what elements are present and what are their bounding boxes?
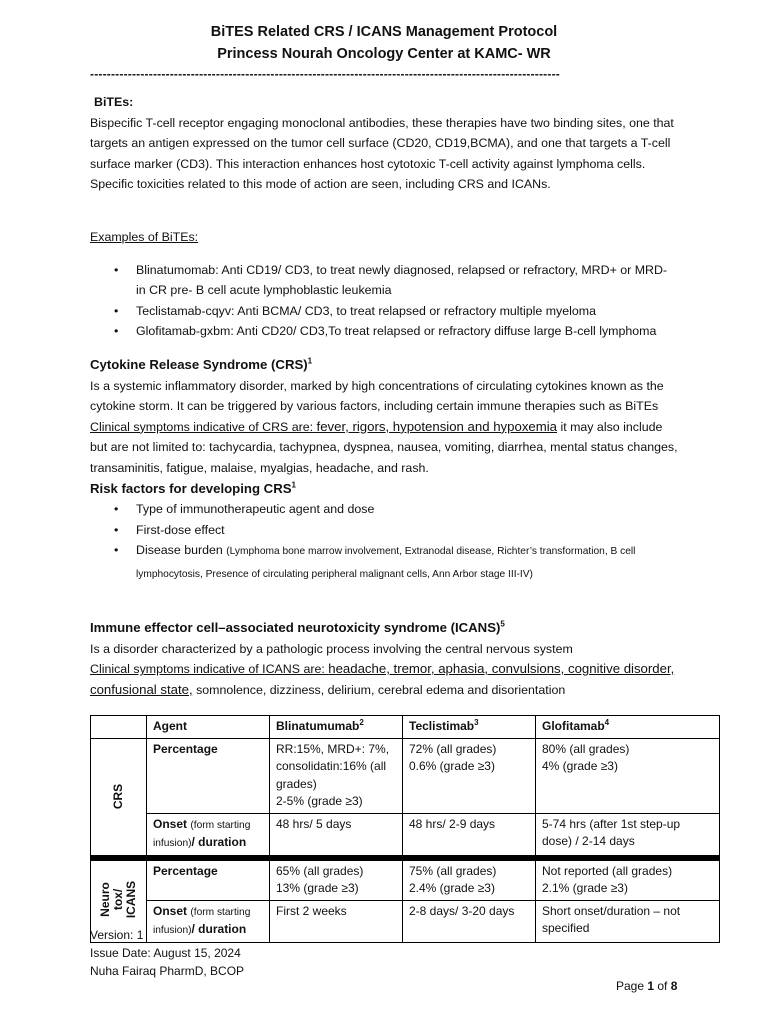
table-cell: Not reported (all grades) 2.1% (grade ≥3) [536,858,720,901]
crs-heading: Cytokine Release Syndrome (CRS)$^1$ [90,356,313,372]
document-footer [90,926,244,980]
table-cell: 2-8 days/ 3-20 days [403,900,536,942]
examples-heading: Examples of BiTEs: [90,230,199,244]
crs-risk-heading: Risk factors for developing CRS$^1$ [90,480,296,496]
list-item: • Glofitamab-gxbm: Anti CD20/ CD3,To treat relapsed or refractory diffuse large B-cell lymphoma [90,321,680,342]
table-cell: 75% (all grades) 2.4% (grade ≥3) [403,858,536,901]
list-item: • Blinatumomab: Anti CD19/ CD3, to treat newly diagnosed, relapsed or refractory, MRD+ or MRD- in CR pre- B cell acute lymphoblastic leukemia [90,260,680,301]
table-cell: 5-74 hrs (after 1st step-up dose) / 2-14 days [536,813,720,858]
table-cell: RR:15%, MRD+: 7%, consolidatin:16% (all grades) 2-5% (grade ≥3) [270,738,403,813]
table-row [91,813,720,858]
bites-paragraph: Bispecific T-cell receptor engaging monoclonal antibodies, these therapies have two binding sites, one that targets an antigen expressed on the tumor cell surface (CD20, CD19,BCMA), and one that targets a T-cell surface marker (CD3). This interaction enhances host cytotoxic T-cell activity against lymphoma cells. [90,115,674,171]
bites-section [90,92,680,195]
page-number: Page 1 of 8 [616,979,678,993]
table-row [91,858,720,901]
drug-header-glofitamab: Glofitamab$^4$ [536,716,720,739]
drug-header-teclistimab: Teclistimab$^3$ [403,716,536,739]
agent-header: Agent [147,716,270,739]
toxicity-table [90,715,720,943]
table-corner [91,716,147,739]
icans-section [90,618,680,700]
icans-symptoms: Clinical symptoms indicative of ICANS are: headache, tremor, aphasia, convulsions, cognitive disorder, confusional state, somnolence, dizziness, delirium, cerebral edema and disorientation [90,661,675,697]
version-text: Version: 1 [90,928,144,942]
icans-definition: Is a disorder characterized by a pathologic process involving the central nervous system [90,641,573,656]
onset-label: Onset (form starting infusion)/ duration [147,900,270,942]
table-cell: 48 hrs/ 5 days [270,813,403,858]
list-item: • Teclistamab-cqyv: Anti BCMA/ CD3, to treat relapsed or refractory multiple myeloma [90,301,680,322]
table-row [91,738,720,813]
document-subtitle: Princess Nourah Oncology Center at KAMC- WR [217,46,551,62]
table-cell: 72% (all grades) 0.6% (grade ≥3) [403,738,536,813]
neuro-row-label: Neuro tox/ ICANS [91,858,147,943]
list-item: • Disease burden (Lymphoma bone marrow involvement, Extranodal disease, Richter’s transformation, B cell lymphocytosis, Presence of circulating peripheral malignant cells, Ann Arbor stage III-IV) [90,540,680,585]
crs-risk-list [90,499,680,585]
icans-heading: Immune effector cell–associated neurotoxicity syndrome (ICANS)$^5$ [90,619,505,635]
list-item: • Type of immunotherapeutic agent and dose [90,499,680,520]
author-text: Nuha Fairaq PharmD, BCOP [90,964,245,978]
examples-section [90,227,680,342]
header-divider: ---------------------------------------------------------------------------------------------------------------- [90,67,560,81]
crs-definition: Is a systemic inflammatory disorder, marked by high concentrations of circulating cytokines known as the cytokine storm. It can be triggered by various factors, including certain immune therapies such as BiTEs [90,378,664,414]
table-cell: 48 hrs/ 2-9 days [403,813,536,858]
crs-row-label: CRS [91,738,147,858]
table-cell: 65% (all grades) 13% (grade ≥3) [270,858,403,901]
table-cell: Short onset/duration – not specified [536,900,720,942]
crs-symptoms: Clinical symptoms indicative of CRS are: fever, rigors, hypotension and hypoxemia it may also include but are not limited to: tachycardia, tachypnea, dyspnea, nausea, vomiting, diarrhea, mental status changes, transaminitis, fatigue, malaise, myalgias, headache, and rash. [90,418,678,475]
issue-date-text: Issue Date: August 15, 2024 [90,946,241,960]
drug-header-blinatumumab: Blinatumumab$^2$ [270,716,403,739]
list-item: • First-dose effect [90,520,680,541]
table-cell: First 2 weeks [270,900,403,942]
onset-label: Onset (form starting infusion)/ duration [147,813,270,858]
document-title: BiTES Related CRS / ICANS Management Protocol [210,24,558,40]
crs-section [90,355,680,586]
percentage-label: Percentage [147,858,270,901]
table-header-row [91,716,720,739]
bites-heading: BiTEs: [94,95,134,109]
table-cell: 80% (all grades) 4% (grade ≥3) [536,738,720,813]
examples-list [90,260,680,342]
bites-toxicity: Specific toxicities related to this mode of action are seen, including CRS and ICANs. [90,177,551,192]
percentage-label: Percentage [147,738,270,813]
